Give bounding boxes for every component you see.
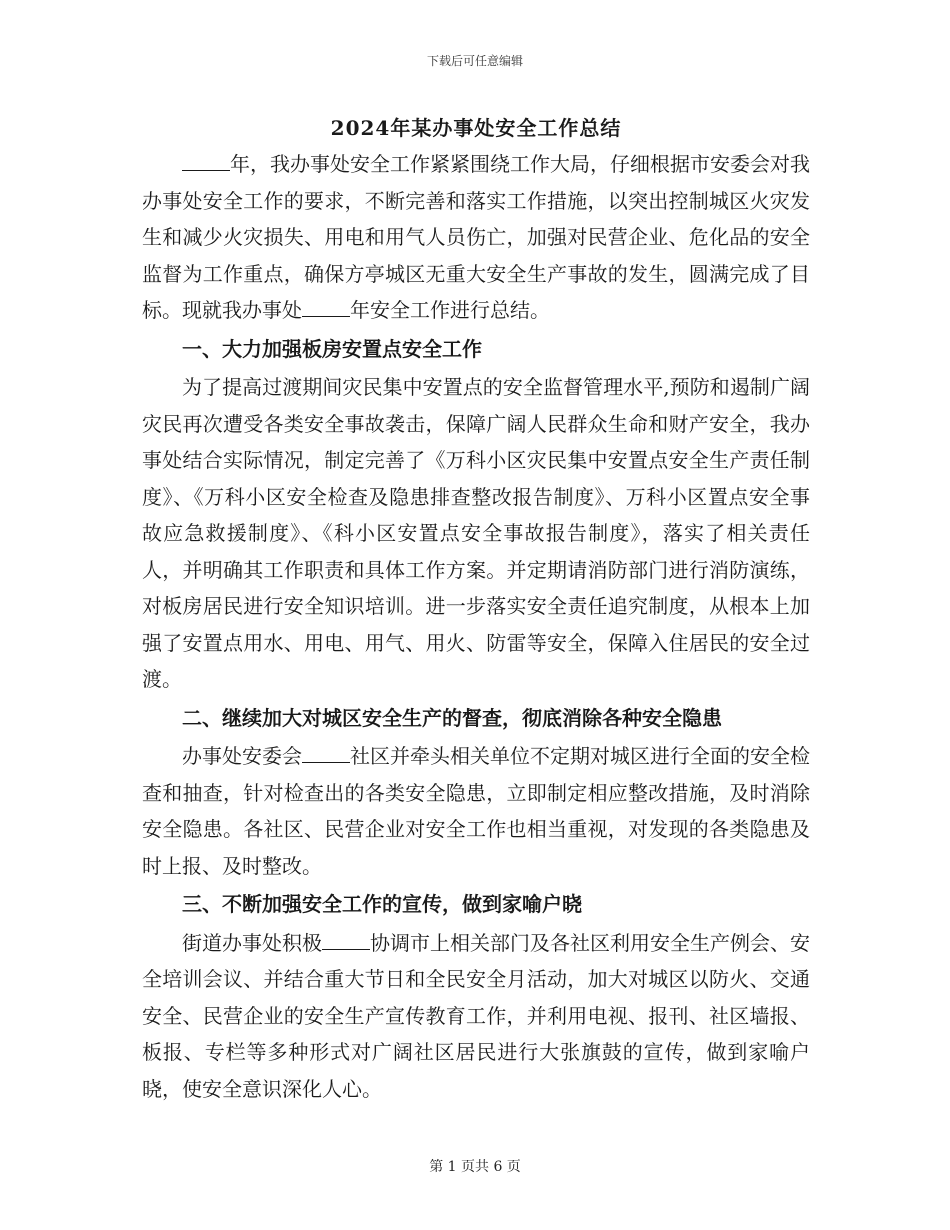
section-body-2-rest: 社区并牵头相关单位不定期对城区进行全面的安全检查和抽查，针对检查出的各类安全隐患，立即制定相应整改措施，及时消除安全隐患。各社区、民营企业对安全工作也相当重视，对发现的各类隐患及时上报、及时整改。 [142, 744, 810, 878]
section-heading-3: 三、不断加强安全工作的宣传，做到家喻户晓 [182, 892, 582, 916]
fill-in-blank [322, 931, 370, 950]
section-heading-1: 一、大力加强板房安置点安全工作 [182, 336, 482, 361]
fill-in-blank [302, 298, 350, 317]
document-body [142, 112, 810, 1107]
document-title: 2024年某办事处安全工作总结 [330, 116, 622, 140]
section-body-2 [142, 738, 810, 884]
intro-paragraph [142, 146, 810, 329]
section-body-3-start: 街道办事处积极 [182, 930, 322, 955]
page-number: 第 1 页共 6 页 [429, 1159, 521, 1175]
fill-in-blank [302, 744, 350, 763]
section-heading-2: 二、继续加大对城区安全生产的督查，彻底消除各种安全隐患 [182, 705, 722, 730]
intro-text: 年，我办事处安全工作紧紧围绕工作大局，仔细根据市安委会对我办事处安全工作的要求，不断完善和落实工作措施，以突出控制城区火灾发生和减少火灾损失、用电和用气人员伤亡，加强对民营企业、危化品的安全监督为工作重点，确保方亭城区无重大安全生产事故的发生，圆满完成了目标。现就我办事处 [142, 152, 810, 322]
page-header-note: 下载后可任意编辑 [426, 54, 523, 68]
section-body-3-rest: 协调市上相关部门及各社区利用安全生产例会、安全培训会议、并结合重大节日和全民安全月活动，加大对城区以防火、交通安全、民营企业的安全生产宣传教育工作，并利用电视、报刊、社区墙报、板报、专栏等多种形式对广阔社区居民进行大张旗鼓的宣传，做到家喻户晓，使安全意识深化人心。 [142, 930, 810, 1101]
section-body-2-start: 办事处安委会 [182, 744, 302, 768]
section-body-3 [142, 925, 810, 1108]
intro-text-end: 年安全工作进行总结。 [350, 298, 550, 322]
fill-in-blank [182, 152, 230, 171]
section-body-1: 为了提高过渡期间灾民集中安置点的安全监督管理水平,预防和遏制广阔灾民再次遭受各类安全事故袭击，保障广阔人民群众生命和财产安全，我办事处结合实际情况，制定完善了《万科小区灾民集中安置点安全生产责任制度》、《万科小区安全检查及隐患排查整改报告制度》、万科小区置点安全事故应急救援制度》、《科小区安置点安全事故报告制度》，落实了相关责任人，并明确其工作职责和具体工作方案。并定期请消防部门进行消防演练，对板房居民进行安全知识培训。进一步落实安全责任追究制度，从根本上加强了安置点用水、用电、用气、用火、防雷等安全，保障入住居民的安全过渡。 [142, 375, 810, 691]
